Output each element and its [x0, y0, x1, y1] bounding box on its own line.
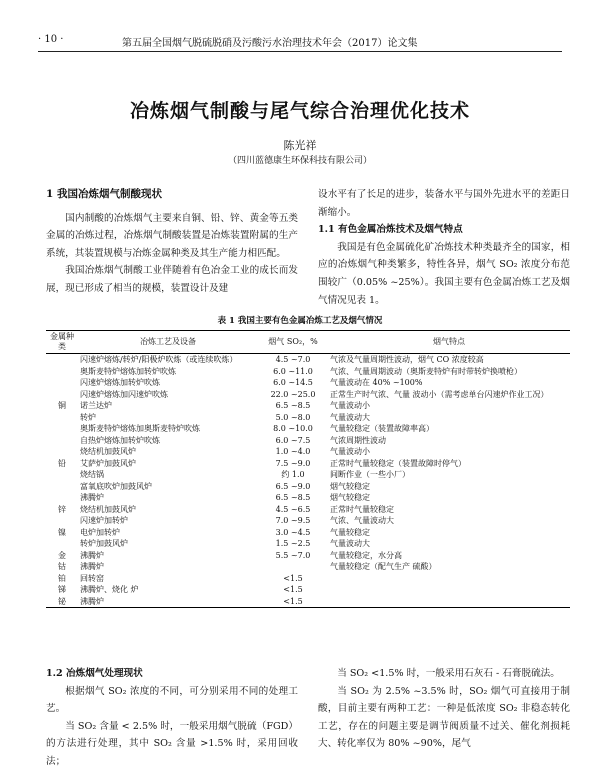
- cell-metal: [46, 354, 78, 366]
- cell-so2: 4.5 ~7.0: [275, 355, 311, 364]
- table-row: [46, 377, 570, 389]
- cell-process: 闪速炉熔炼/转炉/阳极炉吹炼（或连续吹炼）: [80, 355, 238, 364]
- cell-process: 沸腾炉: [78, 596, 258, 608]
- table-row: [46, 458, 570, 470]
- cell-metal: [46, 515, 78, 527]
- cell-feature: 气量波动小: [330, 401, 370, 410]
- table-row: [46, 561, 570, 573]
- cell-so2: 5.5 ~7.0: [275, 550, 311, 560]
- cell-so2: 约 1.0: [281, 470, 305, 479]
- cell-metal: 金: [58, 550, 66, 560]
- cell-feature: [328, 584, 570, 596]
- table-row: [46, 412, 570, 424]
- cell-so2: 1.0 ~4.0: [275, 447, 311, 456]
- cell-process: 沸腾炉: [80, 550, 104, 560]
- cell-feature: 气浓周期性波动: [330, 435, 386, 445]
- paragraph: 国内制酸的冶炼烟气主要来自铜、铅、锌、黄金等五类金属的冶炼过程，冶炼烟气制酸装置是冶炼装置附属的生产系统，其装置规模与冶炼金属种类及其生产能力相匹配。: [46, 212, 298, 259]
- cell-so2: 6.0 ~11.0: [273, 366, 313, 376]
- cell-process: 富氧底吹炉加鼓风炉: [80, 481, 152, 491]
- table-header-row: [46, 331, 570, 354]
- cell-feature: 气量较稳定，水分高: [330, 550, 402, 560]
- cell-process: 电炉加转炉: [80, 527, 120, 537]
- cell-process: 沸腾炉、烧化 炉: [80, 585, 139, 594]
- cell-process: 烧结机加鼓风炉: [80, 447, 136, 456]
- cell-so2: 6.5 ~8.5: [275, 401, 311, 410]
- left-bottom-column: [46, 665, 298, 771]
- cell-process: 闪速炉熔炼加闪速炉吹炼: [80, 389, 168, 399]
- cell-so2: 6.0 ~14.5: [273, 378, 313, 387]
- cell-feature: 气量波动在 40% ~100%: [330, 378, 423, 387]
- paragraph: 设水平有了长足的进步，装备水平与国外先进水平的差距日渐缩小。: [318, 189, 570, 218]
- table-row: [46, 538, 570, 550]
- cell-so2: 6.5 ~9.0: [275, 481, 311, 491]
- cell-process: 转炉加鼓风炉: [80, 539, 128, 548]
- paragraph: 我国是有色金属硫化矿冶炼技术种类最齐全的国家，相应的冶炼烟气种类繁多，特性各异，烟气 SO₂ 浓度分布范围较广（0.05% ~25%）。我国主要有色金属冶炼工艺及烟气情况见表 1。: [318, 241, 570, 306]
- left-column: [46, 186, 298, 298]
- cell-so2: 4.5 ~6.5: [275, 504, 311, 514]
- table-row: [46, 584, 570, 596]
- table-row: [46, 354, 570, 366]
- table-row: [46, 423, 570, 435]
- cell-metal: [46, 446, 78, 458]
- cell-process: 转炉: [80, 412, 96, 422]
- cell-metal: 铂: [58, 573, 66, 583]
- author: 陈光祥: [283, 139, 317, 152]
- cell-metal: [46, 423, 78, 435]
- cell-process: 自热炉熔炼加转炉吹炼: [80, 435, 160, 445]
- cell-so2: 7.5 ~9.0: [275, 458, 311, 468]
- smelting-table: [46, 330, 570, 608]
- cell-process: 沸腾炉: [80, 562, 104, 571]
- table-caption: 表 1 我国主要有色金属冶炼工艺及烟气情况: [217, 316, 383, 326]
- table-row: [46, 504, 570, 516]
- paragraph: 当 SO₂ <1.5% 时，一般采用石灰石 - 石膏脱硫法。: [337, 668, 560, 679]
- table-row: [46, 400, 570, 412]
- cell-so2: 8.0 ~10.0: [273, 424, 313, 433]
- header-feature: 烟气特点: [328, 331, 570, 354]
- cell-metal: 铜: [58, 401, 66, 410]
- cell-process: 闪速炉加转炉: [80, 516, 128, 525]
- cell-feature: 气浓、气量波动大: [330, 516, 394, 525]
- table-row: [46, 515, 570, 527]
- section-heading-1-2: 1.2 冶炼烟气处理现状: [46, 668, 143, 679]
- paragraph: 我国冶炼烟气制酸工业伴随着有色冶金工业的成长而发展，现已形成了相当的规模，装置设计及建: [46, 265, 298, 294]
- cell-so2: 1.5 ~2.5: [275, 539, 311, 548]
- cell-so2: 6.0 ~7.5: [275, 435, 311, 445]
- cell-process: 沸腾炉: [80, 493, 104, 502]
- table-row: [46, 389, 570, 401]
- cell-metal: [46, 366, 78, 378]
- cell-so2: [258, 561, 328, 573]
- cell-metal: [46, 435, 78, 447]
- table-row: [46, 469, 570, 481]
- cell-feature: 正常生产时气浓、气量 波动小（需考虑单台闪速炉作业工况）: [330, 389, 549, 399]
- cell-feature: [328, 573, 570, 585]
- cell-so2: <1.5: [283, 585, 303, 594]
- cell-feature: 气量波动大: [330, 412, 370, 422]
- section-heading-1-1: 1.1 有色金属冶炼技术及烟气特点: [318, 224, 463, 236]
- cell-process: 烧结机加鼓风炉: [80, 504, 136, 514]
- cell-so2: 6.5 ~8.5: [275, 493, 311, 502]
- table-row: [46, 446, 570, 458]
- cell-feature: 气量较稳定: [330, 527, 370, 537]
- cell-process: 奥斯麦特炉熔炼加奥斯麦特炉吹炼: [80, 424, 200, 433]
- right-bottom-column: [318, 665, 570, 753]
- cell-metal: [46, 412, 78, 424]
- header-so2: 烟气 SO₂，%: [258, 331, 328, 354]
- cell-feature: 气量波动大: [330, 539, 370, 548]
- cell-feature: 气浓及气量周期性波动，烟气 CO 浓度较高: [330, 355, 484, 364]
- cell-metal: [46, 538, 78, 550]
- cell-process: 闪速炉熔炼加转炉吹炼: [80, 378, 160, 387]
- paragraph: 当 SO₂ 为 2.5% ~3.5% 时，SO₂ 烟气可直接用于制酸，目前主要有两种工艺：一种是低浓度 SO₂ 非稳态转化工艺，存在的问题主要是调节阀质量不过关、催化剂损耗大、转化率仅为 80% ~90%，尾气: [318, 685, 570, 750]
- cell-feature: 烟气较稳定: [330, 493, 370, 502]
- table-row: [46, 527, 570, 539]
- cell-metal: [46, 492, 78, 504]
- cell-so2: <1.5: [283, 573, 303, 583]
- affiliation: （四川蓝德康生环保科技有限公司）: [227, 156, 372, 166]
- table-row: [46, 366, 570, 378]
- cell-feature: 气量较稳定（配气生产 硫酸）: [330, 562, 437, 571]
- table-row: [46, 550, 570, 562]
- cell-metal: 钴: [58, 562, 66, 571]
- section-heading-1: 1 我国冶炼烟气制酸现状: [46, 188, 162, 200]
- table-row: [46, 596, 570, 608]
- cell-feature: 气浓、气量周期波动（奥斯麦特炉有时带转炉换喷枪）: [330, 366, 522, 376]
- cell-feature: [328, 596, 570, 608]
- cell-feature: 气量波动小: [330, 447, 370, 456]
- table-row: [46, 481, 570, 493]
- cell-process: 艾萨炉加鼓风炉: [80, 458, 136, 468]
- cell-process: 诺兰达炉: [80, 401, 112, 410]
- page-number: · 10 ·: [38, 34, 64, 45]
- cell-process: 烧结锅: [80, 470, 104, 479]
- cell-metal: [46, 469, 78, 481]
- header-rule: [38, 51, 562, 52]
- cell-feature: 间断作业（一些小厂）: [330, 470, 410, 479]
- table-row: [46, 492, 570, 504]
- paragraph: 根据烟气 SO₂ 浓度的不同，可分别采用不同的处理工艺。: [46, 685, 298, 715]
- cell-metal: 铅: [58, 458, 66, 468]
- cell-so2: 7.0 ~9.5: [275, 516, 311, 525]
- cell-feature: 正常时气量较稳定: [330, 504, 394, 514]
- table-row: [46, 435, 570, 447]
- conference-title: 第五届全国烟气脱硫脱硝及污酸污水治理技术年会（2017）论文集: [122, 38, 418, 49]
- paragraph: 当 SO₂ 含量 < 2.5% 时，一般采用烟气脱硫（FGD）的方法进行处理，其中 SO₂ 含量 >1.5% 时，采用回收法；: [46, 720, 298, 767]
- cell-metal: [46, 377, 78, 389]
- table-row: [46, 573, 570, 585]
- cell-metal: [46, 389, 78, 401]
- cell-metal: 锑: [58, 585, 66, 594]
- cell-process: 回转窑: [80, 573, 104, 583]
- paper-title: 冶炼烟气制酸与尾气综合治理优化技术: [129, 100, 470, 122]
- cell-metal: 镍: [58, 527, 66, 537]
- header-process: 冶炼工艺及设备: [78, 331, 258, 354]
- cell-so2: <1.5: [258, 596, 328, 608]
- cell-metal: 锌: [58, 504, 66, 514]
- cell-so2: 5.0 ~8.0: [275, 412, 311, 422]
- running-header: [38, 34, 562, 48]
- cell-feature: 正常时气量较稳定（装置故障时停气）: [330, 458, 466, 468]
- cell-so2: 22.0 ~25.0: [270, 389, 316, 399]
- header-metal: 金属种类: [46, 331, 78, 354]
- cell-metal: [46, 481, 78, 493]
- right-column: [318, 186, 570, 309]
- cell-so2: 3.0 ~4.5: [275, 527, 311, 537]
- cell-feature: 气量较稳定（装置故障率高）: [330, 424, 434, 433]
- cell-metal: 铋: [46, 596, 78, 608]
- cell-feature: 烟气较稳定: [330, 481, 370, 491]
- cell-process: 奥斯麦特炉熔炼加转炉吹炼: [80, 366, 176, 376]
